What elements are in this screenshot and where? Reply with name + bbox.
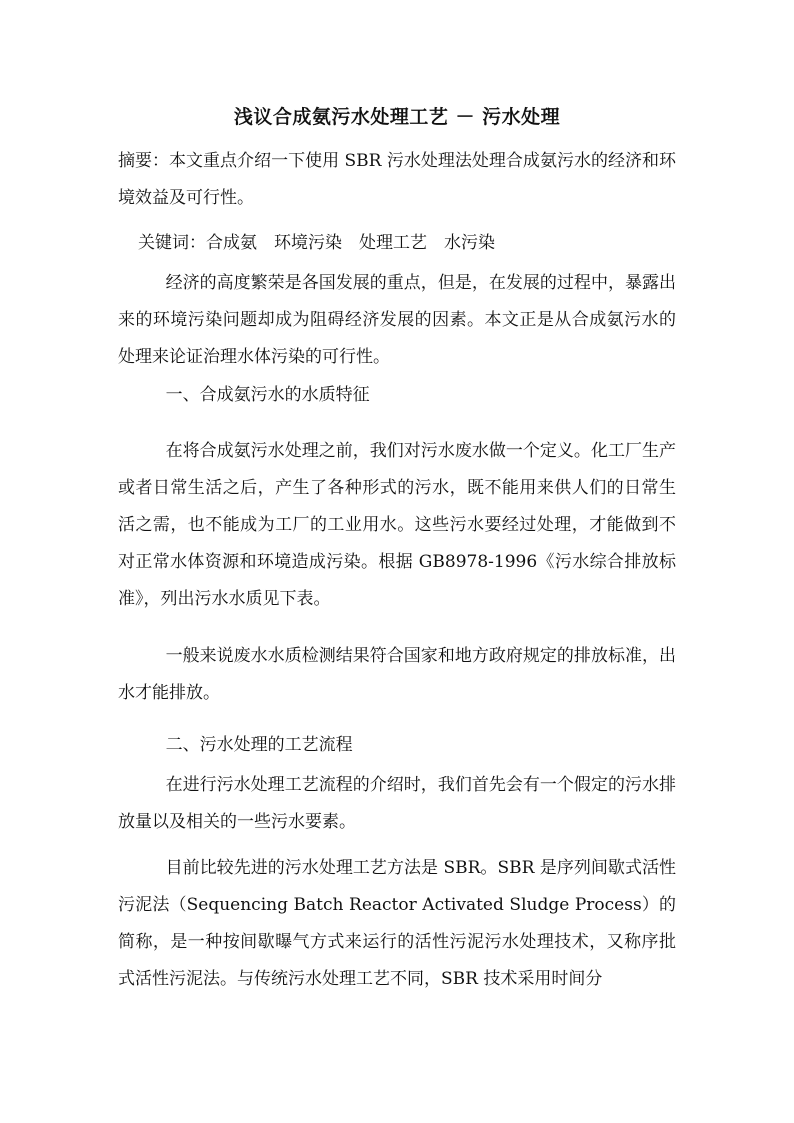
keywords-line: 关键词：合成氨 环境污染 处理工艺 水污染	[138, 233, 495, 253]
water-quality-paragraph: 在将合成氨污水处理之前，我们对污水废水做一个定义。化工厂生产或者日常生活之后，产生了各种形式的污水，既不能用来供人们的日常生活之需，也不能成为工厂的工业用水。这些污水要经过处理，才能做到不对正常水体资源和环境造成污染。根据 GB8978-1996《污水综合排放标准》，列出污水水质见下表。	[118, 441, 676, 609]
sbr-paragraph: 目前比较先进的污水处理工艺方法是 SBR。SBR 是序列间歇式活性污泥法（Sequencing Batch Reactor Activated Sludge Process）的简称，是一种按间歇曝气方式来运行的活性污泥污水处理技术，又称序批式活性污泥法。与传统污水处理工艺不同，SBR 技术采用时间分	[118, 858, 676, 989]
intro-paragraph: 经济的高度繁荣是各国发展的重点，但是，在发展的过程中，暴露出来的环境污染问题却成为阻碍经济发展的因素。本文正是从合成氨污水的处理来论证治理水体污染的可行性。	[118, 273, 676, 367]
discharge-standard-paragraph: 一般来说废水水质检测结果符合国家和地方政府规定的排放标准，出水才能排放。	[118, 646, 676, 703]
section-heading-process-flow: 二、污水处理的工艺流程	[165, 735, 353, 755]
document-title: 浅议合成氨污水处理工艺 － 污水处理	[233, 106, 561, 128]
process-intro-paragraph: 在进行污水处理工艺流程的介绍时，我们首先会有一个假定的污水排放量以及相关的一些污水要素。	[118, 775, 676, 832]
abstract-paragraph: 摘要：本文重点介绍一下使用 SBR 污水处理法处理合成氨污水的经济和环境效益及可行性。	[118, 151, 676, 208]
section-heading-water-quality: 一、合成氨污水的水质特征	[165, 385, 370, 405]
